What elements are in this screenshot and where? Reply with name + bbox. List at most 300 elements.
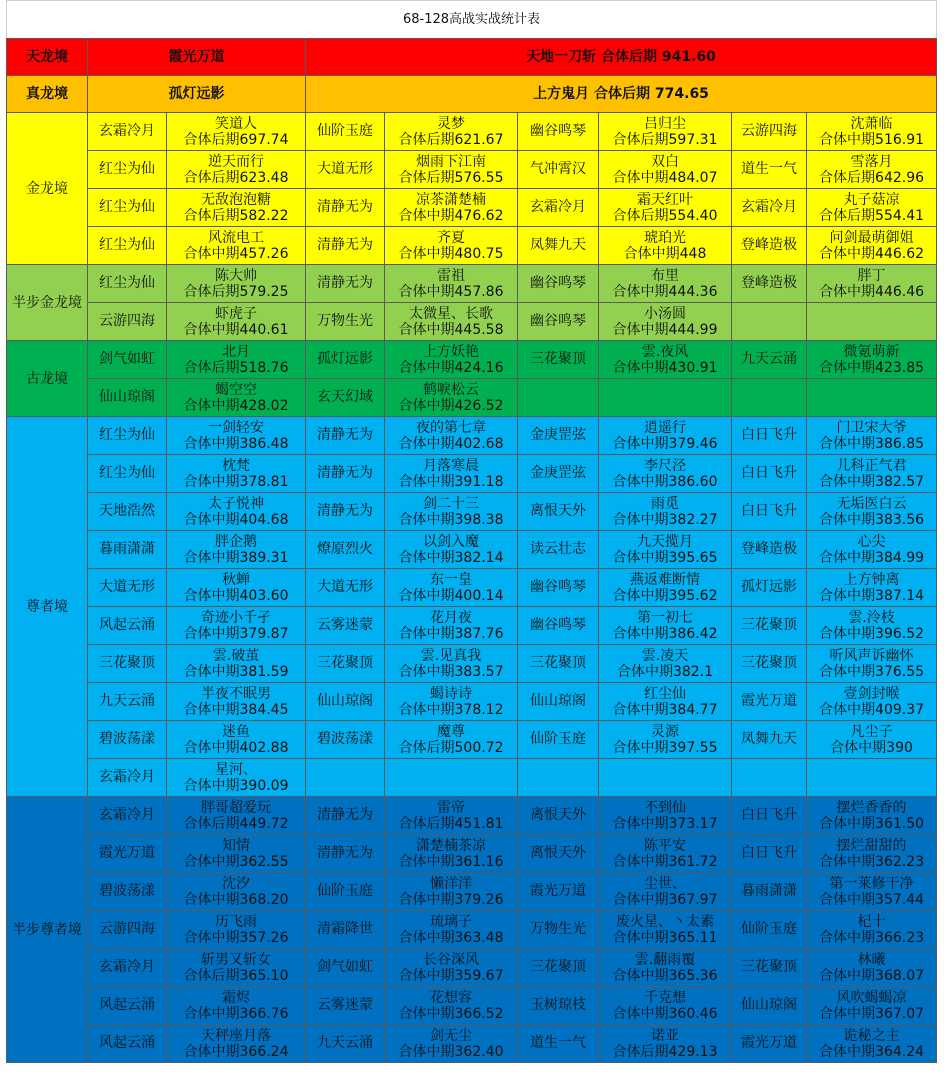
player-name: 儿科正气君 xyxy=(836,457,907,474)
player-cell xyxy=(807,303,937,341)
sect-cell xyxy=(306,759,385,797)
player-cell xyxy=(167,569,306,607)
table-row xyxy=(7,493,937,531)
player-stage-power: 合体中期367.97 xyxy=(612,891,718,908)
sect-cell: 三花聚顶 xyxy=(732,607,807,645)
table-row xyxy=(7,721,937,759)
player-stage-power: 合体中期384.77 xyxy=(612,701,718,718)
sect-cell: 大道无形 xyxy=(306,569,385,607)
table-row xyxy=(7,569,937,607)
player-cell xyxy=(807,569,937,607)
player-name: 灵梦 xyxy=(437,115,465,132)
player-stage-power: 合体中期361.50 xyxy=(819,815,925,832)
player-cell xyxy=(167,227,306,265)
player-name: 迷鱼 xyxy=(222,723,250,740)
sect-cell: 仙阶玉庭 xyxy=(306,873,385,911)
player-cell xyxy=(807,227,937,265)
sect-cell: 清静无为 xyxy=(306,227,385,265)
player-name: 天秤座月落 xyxy=(201,1027,271,1044)
player-cell xyxy=(167,873,306,911)
table-row xyxy=(7,303,937,341)
sect-cell: 三花聚顶 xyxy=(518,645,599,683)
realm-cell: 天龙境 xyxy=(7,39,88,76)
player-cell xyxy=(599,569,732,607)
player-stage-power: 合体中期426.52 xyxy=(398,397,504,414)
sect-cell: 清静无为 xyxy=(306,417,385,455)
player-cell xyxy=(385,455,518,493)
sect-cell: 清静无为 xyxy=(306,493,385,531)
player-cell: 上方鬼月 合体后期 774.65 xyxy=(306,76,937,113)
player-cell xyxy=(385,341,518,379)
player-stage-power: 合体中期364.24 xyxy=(819,1043,925,1060)
sect-cell xyxy=(518,379,599,417)
player-name: 枕梵 xyxy=(222,457,250,474)
sect-cell: 燎原烈火 xyxy=(306,531,385,569)
table-row xyxy=(7,683,937,721)
player-cell xyxy=(167,911,306,949)
player-stage-power: 合体中期446.62 xyxy=(819,245,925,262)
player-name: 小汤圆 xyxy=(644,305,686,322)
player-stage-power: 合体后期697.74 xyxy=(183,131,289,148)
player-name: 摆烂香香的 xyxy=(836,799,907,816)
sect-cell: 九天云涌 xyxy=(732,341,807,379)
player-stage-power: 合体中期384.45 xyxy=(183,701,289,718)
player-name: 雲.翻雨覆 xyxy=(634,951,696,968)
sect-cell: 红尘为仙 xyxy=(88,151,167,189)
sect-cell: 大道无形 xyxy=(88,569,167,607)
player-name: 凡尘子 xyxy=(850,723,893,740)
player-name: 壹剑封喉 xyxy=(843,685,900,702)
player-cell xyxy=(599,531,732,569)
player-stage-power: 合体中期359.67 xyxy=(398,967,504,984)
sect-cell xyxy=(732,303,807,341)
player-stage-power: 合体中期379.46 xyxy=(612,435,718,452)
player-name: 历飞雨 xyxy=(215,913,257,930)
player-stage-power: 合体中期366.76 xyxy=(183,1005,289,1022)
player-stage-power: 合体中期440.61 xyxy=(183,321,289,338)
sect-cell: 清静无为 xyxy=(306,265,385,303)
player-stage-power: 合体中期403.60 xyxy=(183,587,289,604)
player-cell xyxy=(385,113,518,151)
player-cell xyxy=(599,607,732,645)
player-stage-power: 合体中期444.36 xyxy=(612,283,718,300)
sect-cell: 仙阶玉庭 xyxy=(732,911,807,949)
player-stage-power: 合体中期361.16 xyxy=(398,853,504,870)
player-cell xyxy=(167,987,306,1025)
player-name: 第一莱修干净 xyxy=(829,875,914,892)
player-name: 剑无尘 xyxy=(430,1027,472,1044)
sect-cell: 玄霜冷月 xyxy=(88,949,167,987)
player-cell xyxy=(385,417,518,455)
player-cell xyxy=(807,911,937,949)
sect-cell: 红尘为仙 xyxy=(88,455,167,493)
table-row xyxy=(7,607,937,645)
player-stage-power: 合体中期424.16 xyxy=(398,359,504,376)
player-cell xyxy=(385,645,518,683)
player-cell xyxy=(599,265,732,303)
sect-cell: 红尘为仙 xyxy=(88,227,167,265)
sect-cell: 霞光万道 xyxy=(732,683,807,721)
player-stage-power: 合体中期430.91 xyxy=(612,359,718,376)
sect-cell: 云游四海 xyxy=(88,303,167,341)
player-stage-power: 合体中期362.40 xyxy=(398,1043,504,1060)
player-stage-power: 合体后期582.22 xyxy=(183,207,289,224)
player-name: 斩男又斩女 xyxy=(201,951,271,968)
sect-cell: 凤舞九天 xyxy=(732,721,807,759)
player-name: 红尘仙 xyxy=(644,685,686,702)
sect-cell: 三花聚顶 xyxy=(306,645,385,683)
player-cell xyxy=(599,683,732,721)
sect-cell: 云游四海 xyxy=(732,113,807,151)
player-name: 九天揽月 xyxy=(637,533,693,550)
player-stage-power: 合体中期381.59 xyxy=(183,663,289,680)
player-cell xyxy=(167,797,306,835)
player-stage-power: 合体中期378.81 xyxy=(183,473,289,490)
player-name: 沈萧临 xyxy=(850,115,893,132)
sect-cell: 玄霜冷月 xyxy=(88,759,167,797)
player-name: 李尺泾 xyxy=(644,457,686,474)
player-name: 笑道人 xyxy=(215,115,257,132)
player-name: 千克想 xyxy=(644,989,686,1006)
player-cell xyxy=(599,113,732,151)
sect-cell: 金庚罡弦 xyxy=(518,455,599,493)
player-stage-power: 合体中期391.18 xyxy=(398,473,504,490)
table-row xyxy=(7,76,937,113)
sect-cell: 仙阶玉庭 xyxy=(518,721,599,759)
player-name: 微氪萌新 xyxy=(843,343,900,360)
sect-cell: 离恨天外 xyxy=(518,493,599,531)
realm-cell: 半步尊者境 xyxy=(7,797,88,1063)
table-row xyxy=(7,265,937,303)
player-name: 不到仙 xyxy=(644,799,686,816)
player-name: 摆烂甜甜的 xyxy=(836,837,907,854)
player-name: 双白 xyxy=(651,153,679,170)
table-row xyxy=(7,759,937,797)
player-cell xyxy=(807,341,937,379)
player-cell xyxy=(599,379,732,417)
table-row xyxy=(7,835,937,873)
player-name: 诡秘之主 xyxy=(843,1027,900,1044)
player-stage-power: 合体中期397.55 xyxy=(612,739,718,756)
player-name: 琥珀光 xyxy=(644,229,686,246)
player-stage-power: 合体后期621.67 xyxy=(398,131,504,148)
player-stage-power: 合体中期366.52 xyxy=(398,1005,504,1022)
player-stage-power: 合体中期373.17 xyxy=(612,815,718,832)
player-name: 知情 xyxy=(222,837,250,854)
player-name: 无垢医白云 xyxy=(836,495,907,512)
sect-cell: 金庚罡弦 xyxy=(518,417,599,455)
player-stage-power: 合体后期365.10 xyxy=(183,967,289,984)
player-stage-power: 合体中期387.14 xyxy=(819,587,925,604)
realm-cell: 古龙境 xyxy=(7,341,88,417)
table-row xyxy=(7,987,937,1025)
sect-cell: 云雾迷蒙 xyxy=(306,987,385,1025)
player-stage-power: 合体后期642.96 xyxy=(819,169,925,186)
sect-cell: 大道无形 xyxy=(306,151,385,189)
player-name: 东一皇 xyxy=(430,571,472,588)
sect-cell: 清霜降世 xyxy=(306,911,385,949)
player-stage-power: 合体中期382.14 xyxy=(398,549,504,566)
player-cell xyxy=(167,531,306,569)
player-stage-power: 合体中期365.11 xyxy=(612,929,718,946)
sect-cell xyxy=(732,759,807,797)
table-row xyxy=(7,151,937,189)
sect-cell: 云雾迷蒙 xyxy=(306,607,385,645)
player-stage-power: 合体中期378.12 xyxy=(398,701,504,718)
player-stage-power: 合体中期357.44 xyxy=(819,891,925,908)
sect-cell: 云游四海 xyxy=(88,911,167,949)
player-cell xyxy=(599,721,732,759)
player-name: 燕返难断情 xyxy=(630,571,700,588)
player-cell xyxy=(385,493,518,531)
player-cell xyxy=(167,189,306,227)
player-cell xyxy=(807,113,937,151)
player-stage-power: 合体中期480.75 xyxy=(398,245,504,262)
sect-cell: 登峰造极 xyxy=(732,227,807,265)
sect-cell: 风起云涌 xyxy=(88,987,167,1025)
player-cell xyxy=(807,721,937,759)
player-name: 花月夜 xyxy=(430,609,472,626)
player-cell xyxy=(599,341,732,379)
player-cell xyxy=(167,835,306,873)
sheet-title: 68-128高战实战统计表 xyxy=(7,1,937,39)
player-cell xyxy=(385,873,518,911)
sect-cell xyxy=(518,759,599,797)
player-name: 沈汐 xyxy=(222,875,250,892)
player-cell xyxy=(807,835,937,873)
sect-cell: 幽谷鸣琴 xyxy=(518,265,599,303)
player-stage-power: 合体后期554.40 xyxy=(612,207,718,224)
sect-cell: 剑气如虹 xyxy=(88,341,167,379)
player-stage-power: 合体中期362.23 xyxy=(819,853,925,870)
player-name: 霜天红叶 xyxy=(637,191,693,208)
player-cell xyxy=(385,379,518,417)
sect-cell: 玄霜冷月 xyxy=(88,113,167,151)
player-stage-power: 合体中期516.91 xyxy=(819,131,925,148)
player-name: 雷帝 xyxy=(437,799,465,816)
player-stage-power: 合体中期360.46 xyxy=(612,1005,718,1022)
player-name: 月落寒晨 xyxy=(423,457,479,474)
sect-cell: 清静无为 xyxy=(306,835,385,873)
sect-cell: 白日飞升 xyxy=(732,493,807,531)
player-name: 风吹蝎蝎凉 xyxy=(836,989,907,1006)
table-row xyxy=(7,797,937,835)
sect-cell: 清静无为 xyxy=(306,797,385,835)
player-cell xyxy=(599,645,732,683)
sect-cell: 碧波荡漾 xyxy=(88,721,167,759)
sect-cell: 登峰造极 xyxy=(732,265,807,303)
player-name: 胖企鹅 xyxy=(215,533,257,550)
player-name: 花想容 xyxy=(430,989,472,1006)
sect-cell: 幽谷鸣琴 xyxy=(518,113,599,151)
player-cell xyxy=(385,911,518,949)
player-stage-power: 合体中期368.20 xyxy=(183,891,289,908)
player-cell xyxy=(807,607,937,645)
player-name: 星河、 xyxy=(215,761,257,778)
player-name: 雨觅 xyxy=(651,495,679,512)
player-stage-power: 合体中期484.07 xyxy=(612,169,718,186)
table-row xyxy=(7,379,937,417)
sect-cell: 霞光万道 xyxy=(88,39,306,76)
player-name: 上方钟离 xyxy=(843,571,900,588)
player-stage-power: 合体中期384.99 xyxy=(819,549,925,566)
stats-sheet xyxy=(6,0,936,1076)
player-cell xyxy=(599,835,732,873)
player-cell xyxy=(167,1025,306,1063)
player-stage-power: 合体中期395.62 xyxy=(612,587,718,604)
player-cell xyxy=(385,189,518,227)
player-name: 丸子菇凉 xyxy=(843,191,900,208)
player-stage-power: 合体中期390 xyxy=(830,739,913,756)
sect-cell: 玄天幻域 xyxy=(306,379,385,417)
player-cell xyxy=(807,949,937,987)
player-name: 蝎诗诗 xyxy=(430,685,472,702)
player-cell xyxy=(385,569,518,607)
player-stage-power: 合体中期398.38 xyxy=(398,511,504,528)
player-name: 上方妖艳 xyxy=(423,343,479,360)
sect-cell: 道生一气 xyxy=(732,151,807,189)
sect-cell: 风起云涌 xyxy=(88,607,167,645)
sect-cell: 三花聚顶 xyxy=(732,645,807,683)
sect-cell: 剑气如虹 xyxy=(306,949,385,987)
sect-cell: 幽谷鸣琴 xyxy=(518,303,599,341)
player-cell xyxy=(807,531,937,569)
sect-cell: 红尘为仙 xyxy=(88,417,167,455)
player-cell xyxy=(807,759,937,797)
player-cell xyxy=(167,341,306,379)
player-cell xyxy=(385,1025,518,1063)
sect-cell: 三花聚顶 xyxy=(518,341,599,379)
player-stage-power: 合体中期366.23 xyxy=(819,929,925,946)
player-stage-power: 合体后期576.55 xyxy=(398,169,504,186)
player-cell xyxy=(599,227,732,265)
sect-cell: 霞光万道 xyxy=(518,873,599,911)
player-cell xyxy=(599,759,732,797)
player-stage-power: 合体中期386.42 xyxy=(612,625,718,642)
player-cell xyxy=(385,303,518,341)
player-cell xyxy=(167,303,306,341)
player-stage-power: 合体中期386.85 xyxy=(819,435,925,452)
player-cell xyxy=(599,1025,732,1063)
player-stage-power: 合体后期451.81 xyxy=(398,815,504,832)
player-cell xyxy=(599,493,732,531)
player-name: 剑二十三 xyxy=(423,495,479,512)
player-cell xyxy=(807,797,937,835)
table-row xyxy=(7,189,937,227)
player-name: 奇迹小千孑 xyxy=(201,609,271,626)
player-cell xyxy=(167,949,306,987)
player-stage-power: 合体中期363.48 xyxy=(398,929,504,946)
player-stage-power: 合体中期404.68 xyxy=(183,511,289,528)
player-name: 逆天而行 xyxy=(208,153,264,170)
player-stage-power: 合体中期390.09 xyxy=(183,777,289,794)
player-cell xyxy=(599,873,732,911)
player-stage-power: 合体后期429.13 xyxy=(612,1043,718,1060)
player-name: 雲.夜风 xyxy=(641,343,689,360)
table-row xyxy=(7,911,937,949)
player-stage-power: 合体中期457.86 xyxy=(398,283,504,300)
sect-cell: 暮雨潇潇 xyxy=(732,873,807,911)
sect-cell: 读云壮志 xyxy=(518,531,599,569)
player-name: 一剑轻安 xyxy=(208,419,264,436)
sect-cell: 孤灯远影 xyxy=(732,569,807,607)
player-stage-power: 合体后期500.72 xyxy=(398,739,504,756)
sect-cell: 霞光万道 xyxy=(732,1025,807,1063)
player-name: 雪落月 xyxy=(850,153,893,170)
player-stage-power: 合体中期389.31 xyxy=(183,549,289,566)
sect-cell: 仙山琼阁 xyxy=(306,683,385,721)
player-stage-power: 合体后期518.76 xyxy=(183,359,289,376)
player-name: 雲.见真我 xyxy=(420,647,482,664)
player-cell xyxy=(167,151,306,189)
player-name: 霜烬 xyxy=(222,989,250,1006)
player-name: 心尖 xyxy=(857,533,886,550)
player-cell xyxy=(599,151,732,189)
table-row xyxy=(7,113,937,151)
player-cell xyxy=(385,949,518,987)
player-cell xyxy=(385,531,518,569)
player-cell xyxy=(385,607,518,645)
player-cell xyxy=(167,683,306,721)
realm-cell: 半步金龙境 xyxy=(7,265,88,341)
player-name: 北月 xyxy=(222,343,250,360)
table-row xyxy=(7,417,937,455)
player-stage-power: 合体中期395.65 xyxy=(612,549,718,566)
player-stage-power: 合体中期476.62 xyxy=(398,207,504,224)
player-name: 废火星、丶太素 xyxy=(616,913,714,930)
player-name: 太子悦神 xyxy=(208,495,264,512)
table-row xyxy=(7,873,937,911)
player-cell xyxy=(599,189,732,227)
sect-cell: 登峰造极 xyxy=(732,531,807,569)
player-cell xyxy=(167,721,306,759)
player-name: 问剑最萌御姐 xyxy=(829,229,914,246)
player-name: 吕归尘 xyxy=(644,115,686,132)
player-cell xyxy=(167,759,306,797)
player-cell xyxy=(385,721,518,759)
player-cell xyxy=(807,493,937,531)
player-name: 凉茶潇楚楠 xyxy=(416,191,486,208)
sect-cell: 清静无为 xyxy=(306,455,385,493)
player-name: 懒洋洋 xyxy=(430,875,472,892)
player-stage-power: 合体中期400.14 xyxy=(398,587,504,604)
player-stage-power: 合体中期428.02 xyxy=(183,397,289,414)
player-stage-power: 合体后期554.41 xyxy=(819,207,925,224)
player-cell xyxy=(599,949,732,987)
realm-cell: 真龙境 xyxy=(7,76,88,113)
table-row xyxy=(7,39,937,76)
player-cell xyxy=(807,455,937,493)
player-name: 林曦 xyxy=(857,951,886,968)
player-stage-power: 合体中期423.85 xyxy=(819,359,925,376)
realm-cell: 金龙境 xyxy=(7,113,88,265)
sect-cell: 白日飞升 xyxy=(732,835,807,873)
sect-cell: 三花聚顶 xyxy=(518,949,599,987)
sect-cell: 玉树琼枝 xyxy=(518,987,599,1025)
sect-cell: 白日飞升 xyxy=(732,797,807,835)
sect-cell: 风起云涌 xyxy=(88,1025,167,1063)
player-cell xyxy=(807,987,937,1025)
player-stage-power: 合体中期361.72 xyxy=(612,853,718,870)
sect-cell: 碧波荡漾 xyxy=(306,721,385,759)
player-cell xyxy=(167,113,306,151)
player-stage-power: 合体中期402.68 xyxy=(398,435,504,452)
player-stage-power: 合体中期362.55 xyxy=(183,853,289,870)
player-cell xyxy=(599,987,732,1025)
player-cell xyxy=(599,417,732,455)
player-stage-power: 合体中期445.58 xyxy=(398,321,504,338)
player-name: 雷祖 xyxy=(437,267,465,284)
